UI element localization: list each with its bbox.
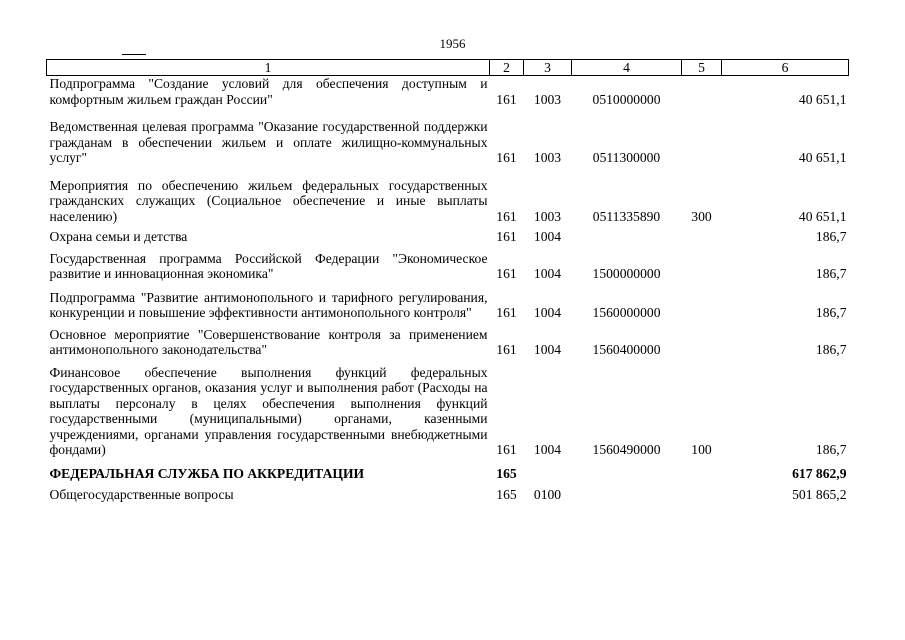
row-expense-type xyxy=(682,481,722,503)
table-row xyxy=(47,458,849,482)
row-name: Мероприятия по обеспечению жильем федеральных государственных гражданских служащих (Социальное обеспечение и иные выплаты населению) xyxy=(49,177,488,224)
table-row xyxy=(47,166,849,225)
table-row xyxy=(47,282,849,321)
row-ministry-code: 165 xyxy=(496,487,517,502)
table-row xyxy=(47,245,849,282)
row-section-code: 1004 xyxy=(533,442,562,457)
row-section-code xyxy=(524,458,572,482)
column-header-3: 3 xyxy=(524,60,572,76)
row-name: Государственная программа Российской Федерации "Экономическое развитие и инновационная экономика" xyxy=(49,250,488,281)
row-amount: 186,7 xyxy=(815,229,847,244)
row-ministry-code: 161 xyxy=(496,266,517,281)
column-header-1: 1 xyxy=(47,60,490,76)
row-amount: 186,7 xyxy=(815,305,847,320)
row-expense-type xyxy=(682,321,722,358)
table-body xyxy=(47,76,849,503)
table-row xyxy=(47,358,849,458)
row-name: Финансовое обеспечение выполнения функций федеральных государственных органов, оказания услуг и выполнения работ (Расходы на выплаты персоналу в целях обеспечения выполнения функций государственными (муниципальными) органами, казенными учреждениями, органами управления государственными внебюджетными фондами) xyxy=(49,364,488,457)
header-rule xyxy=(122,54,146,55)
row-name: ФЕДЕРАЛЬНАЯ СЛУЖБА ПО АККРЕДИТАЦИИ xyxy=(49,465,365,481)
table-row xyxy=(47,321,849,358)
row-section-code: 1004 xyxy=(533,229,562,244)
row-ministry-code: 165 xyxy=(496,465,517,481)
row-target-code: 0511335890 xyxy=(592,208,661,224)
row-section-code: 1004 xyxy=(533,266,562,281)
row-target-code: 0511300000 xyxy=(592,150,661,165)
row-target-code: 1500000000 xyxy=(592,266,661,281)
row-expense-type xyxy=(682,245,722,282)
row-amount: 40 651,1 xyxy=(798,150,847,165)
row-amount: 617 862,9 xyxy=(792,465,847,481)
page-number: 1956 xyxy=(439,36,466,51)
row-ministry-code: 161 xyxy=(496,305,517,320)
row-section-code: 1003 xyxy=(533,208,562,224)
row-section-code: 0100 xyxy=(533,487,562,502)
row-name: Общегосударственные вопросы xyxy=(49,487,234,502)
row-target-code xyxy=(572,224,682,245)
column-header-6: 6 xyxy=(722,60,849,76)
table-row xyxy=(47,481,849,503)
row-target-code: 1560400000 xyxy=(592,342,661,357)
row-section-code: 1004 xyxy=(533,305,562,320)
table-row xyxy=(47,224,849,245)
row-ministry-code: 161 xyxy=(496,150,517,165)
row-ministry-code: 161 xyxy=(496,342,517,357)
row-name: Подпрограмма "Развитие антимонопольного и тарифного регулирования, конкуренции и повышение эффективности антимонопольного контроля" xyxy=(49,289,488,320)
column-header-4: 4 xyxy=(572,60,682,76)
row-target-code: 1560490000 xyxy=(592,442,661,457)
row-expense-type: 300 xyxy=(691,208,712,224)
row-name: Охрана семьи и детства xyxy=(49,229,188,244)
row-amount: 40 651,1 xyxy=(798,91,847,107)
row-name: Ведомственная целевая программа "Оказание государственной поддержки гражданам в обеспечении жильем и оплате жилищно-коммунальных услуг" xyxy=(49,119,488,165)
row-expense-type xyxy=(682,224,722,245)
row-expense-type xyxy=(682,458,722,482)
row-name: Подпрограмма "Создание условий для обеспечения доступным и комфортным жильем граждан России" xyxy=(49,76,488,107)
budget-table xyxy=(46,59,849,503)
row-ministry-code: 161 xyxy=(496,229,517,244)
row-amount: 40 651,1 xyxy=(798,208,847,224)
row-target-code: 0510000000 xyxy=(592,91,661,107)
table-row xyxy=(47,76,849,108)
row-expense-type xyxy=(682,107,722,166)
row-amount: 186,7 xyxy=(815,266,847,281)
column-header-2: 2 xyxy=(490,60,524,76)
row-section-code: 1004 xyxy=(533,342,562,357)
column-number-row xyxy=(47,60,849,76)
row-target-code xyxy=(572,481,682,503)
row-target-code: 1560000000 xyxy=(592,305,661,320)
row-amount: 501 865,2 xyxy=(792,487,847,502)
row-amount: 186,7 xyxy=(815,342,847,357)
row-ministry-code: 161 xyxy=(496,442,517,457)
row-expense-type: 100 xyxy=(691,442,712,457)
row-ministry-code: 161 xyxy=(496,91,517,107)
column-header-5: 5 xyxy=(682,60,722,76)
table-row xyxy=(47,107,849,166)
row-expense-type xyxy=(682,282,722,321)
row-section-code: 1003 xyxy=(533,150,562,165)
row-ministry-code: 161 xyxy=(496,208,517,224)
row-expense-type xyxy=(682,76,722,108)
row-target-code xyxy=(572,458,682,482)
row-name: Основное мероприятие "Совершенствование контроля за применением антимонопольного законодательства" xyxy=(49,326,488,357)
row-section-code: 1003 xyxy=(533,91,562,107)
row-amount: 186,7 xyxy=(815,442,847,457)
